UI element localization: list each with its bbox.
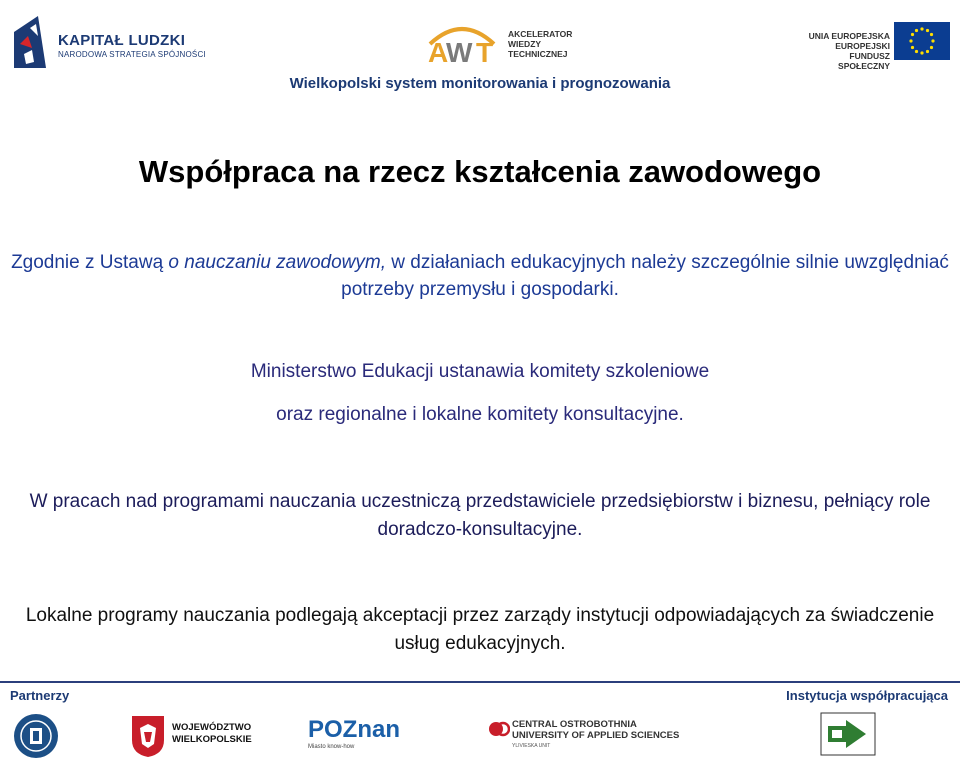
eu-fund-name bbox=[796, 31, 890, 71]
awt-line: WIEDZY bbox=[508, 39, 542, 49]
kapital-ludzki-title: KAPITAŁ LUDZKI bbox=[58, 32, 186, 49]
p1-text: Zgodnie z Ustawą bbox=[11, 252, 169, 273]
footer-divider bbox=[0, 681, 960, 683]
cou-line: UNIVERSITY OF APPLIED SCIENCES bbox=[512, 730, 680, 741]
paragraph-ministerstwo-line2: oraz regionalne i lokalne komitety konsultacyjne. bbox=[276, 404, 684, 425]
cou-logo-icon bbox=[488, 718, 510, 740]
wojewodztwo-line: WIELKOPOLSKIE bbox=[172, 734, 252, 745]
partners-label: Partnerzy bbox=[10, 688, 70, 703]
paragraph-ustawa bbox=[0, 249, 960, 303]
university-seal-icon bbox=[12, 712, 60, 760]
awt-line: TECHNICZNEJ bbox=[508, 49, 568, 59]
poznan-logo: POZnan bbox=[308, 716, 401, 743]
wojewodztwo-line: WOJEWÓDZTWO bbox=[172, 722, 252, 733]
system-name: Wielkopolski system monitorowania i prognozowania bbox=[289, 75, 671, 92]
wielkopolska-crest-icon bbox=[130, 714, 166, 758]
kapital-ludzki-logo-icon bbox=[10, 14, 50, 70]
eu-line: EUROPEJSKI bbox=[835, 41, 890, 51]
eu-line: UNIA EUROPEJSKA bbox=[808, 31, 890, 41]
paragraph-lokalne: Lokalne programy nauczania podlegają akceptacji przez zarządy instytucji odpowiadających za świadczenie usług edukacyjnych. bbox=[25, 605, 935, 654]
page-title: Współpraca na rzecz kształcenia zawodowego bbox=[138, 154, 822, 189]
law-title: o nauczaniu zawodowym, bbox=[168, 252, 386, 273]
cou-line: CENTRAL OSTROBOTHNIA bbox=[512, 719, 637, 730]
svg-text:A: A bbox=[428, 37, 449, 66]
wojewodztwo-name bbox=[172, 722, 252, 746]
cou-unit: YLIVIESKA UNIT bbox=[512, 743, 551, 749]
eu-flag-icon bbox=[894, 22, 950, 60]
p1-text: w działaniach edukacyjnych należy szczególnie silnie uwzględniać potrzeby przemysłu i gospodarki. bbox=[341, 252, 949, 300]
paragraph-ministerstwo-line1: Ministerstwo Edukacji ustanawia komitety szkoleniowe bbox=[250, 361, 710, 382]
awt-line: AKCELERATOR bbox=[508, 29, 573, 39]
awt-name bbox=[508, 29, 572, 59]
eu-line: FUNDUSZ SPOŁECZNY bbox=[838, 51, 890, 71]
awt-logo-icon bbox=[424, 20, 500, 66]
cou-name bbox=[512, 719, 679, 741]
svg-text:T: T bbox=[476, 37, 494, 66]
cooperating-institution-logo-icon bbox=[820, 712, 876, 756]
kapital-ludzki-subtitle: NARODOWA STRATEGIA SPÓJNOŚCI bbox=[58, 50, 206, 59]
paragraph-programy: W pracach nad programami nauczania uczestniczą przedstawiciele przedsiębiorstw i biznesu, pełniący role doradczo-konsultacyjne. bbox=[29, 491, 931, 540]
cooperating-institution-label: Instytucja współpracująca bbox=[786, 688, 948, 703]
svg-text:W: W bbox=[446, 37, 473, 66]
poznan-tagline: Miasto know-how bbox=[308, 744, 355, 750]
